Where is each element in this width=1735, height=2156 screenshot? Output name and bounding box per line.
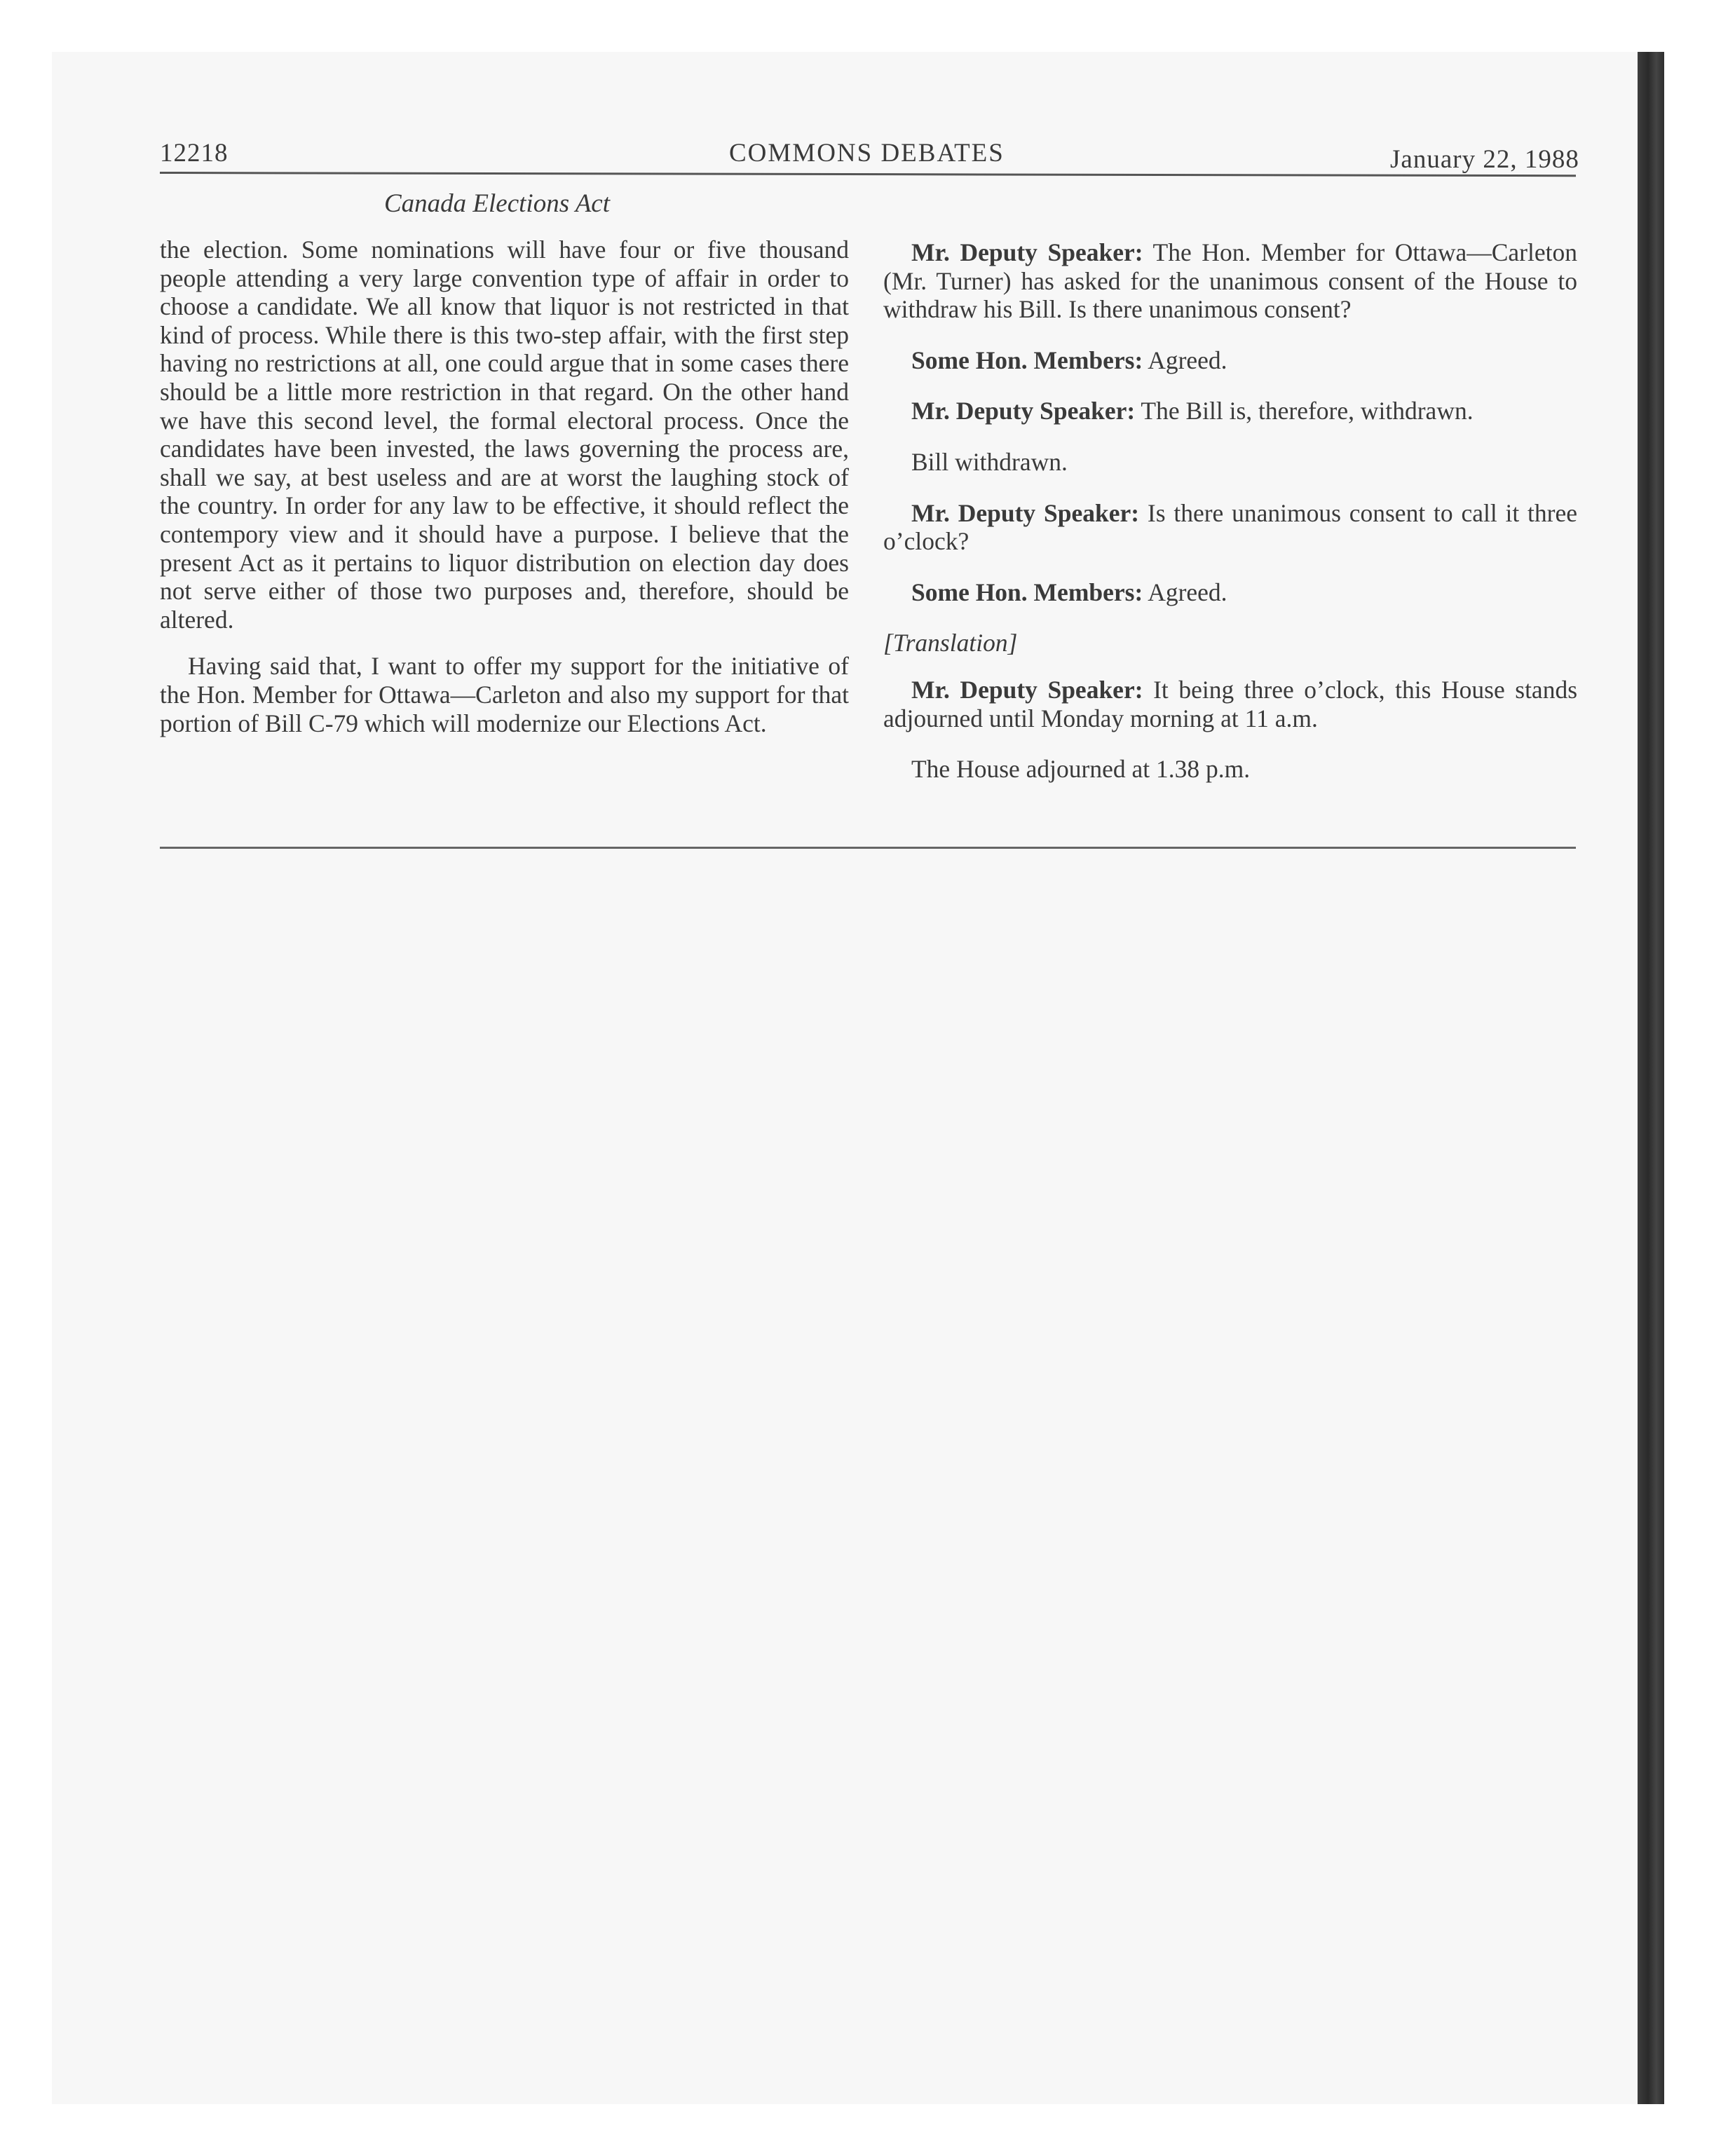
running-head: Canada Elections Act [384,189,610,218]
note-text: The House adjourned at 1.38 p.m. [911,755,1251,784]
speech-entry [883,578,1577,607]
journal-title: COMMONS DEBATES [729,139,1005,168]
speech-text: Is there unanimous consent to call it three o’clock? [883,498,1578,556]
speech-entry [883,499,1577,556]
procedural-note [883,755,1577,784]
speech-text: The Hon. Member for Ottawa—Carleton (Mr. Turner) has asked for the unanimous consent of the House to withdraw his Bill. Is there unanimous consent? [883,238,1577,324]
paragraph: Having said that, I want to offer my support for the initiative of the Hon. Member for Ottawa—Carleton and also my support for that portion of Bill C-79 which will modernize our Elections Act. [160,652,849,737]
speech-entry [883,346,1577,375]
speech-entry [883,238,1577,324]
translation-marker [883,629,1577,657]
page-number: 12218 [160,139,229,168]
speech-entry [883,676,1577,732]
speaker-name: Some Hon. Members: [911,578,1143,606]
left-column [160,236,849,737]
footer-rule [160,847,1576,849]
speaker-name: Mr. Deputy Speaker: [911,675,1143,704]
speech-text: Agreed. [1143,346,1227,374]
paragraph: the election. Some nominations will have four or five thousand people attending a very large convention type of affair in order to choose a candidate. We all know that liquor is not restricted in that kind of process. While there is this two-step affair, with the first step having no restrictions at all, one could argue that in some cases there should be a little more restriction in that regard. On the other hand we have this second level, the formal electoral process. Once the candidates have been invested, the laws governing the process are, shall we say, at best useless and are at worst the laughing stock of the country. In order for any law to be effective, it should reflect the contempory view and it should have a purpose. I believe that the present Act as it pertains to liquor distribution on election day does not serve either of those two purposes and, therefore, should be altered. [160,236,849,634]
speaker-name: Some Hon. Members: [911,346,1143,374]
speech-text: Agreed. [1143,578,1227,606]
speaker-name: Mr. Deputy Speaker: [911,498,1140,527]
speech-entry [883,397,1577,425]
note-text: Bill withdrawn. [911,447,1068,476]
translation-text: [Translation] [883,629,1018,657]
speaker-name: Mr. Deputy Speaker: [911,397,1136,425]
issue-date: January 22, 1988 [1390,145,1579,174]
speech-text: It being three o’clock, this House stands adjourned until Monday morning at 11 a.m. [883,675,1578,732]
right-column [883,238,1577,784]
speaker-name: Mr. Deputy Speaker: [911,238,1143,266]
scan-edge-shadow [1638,52,1664,2104]
speech-text: The Bill is, therefore, withdrawn. [1135,397,1474,425]
procedural-note [883,448,1577,477]
